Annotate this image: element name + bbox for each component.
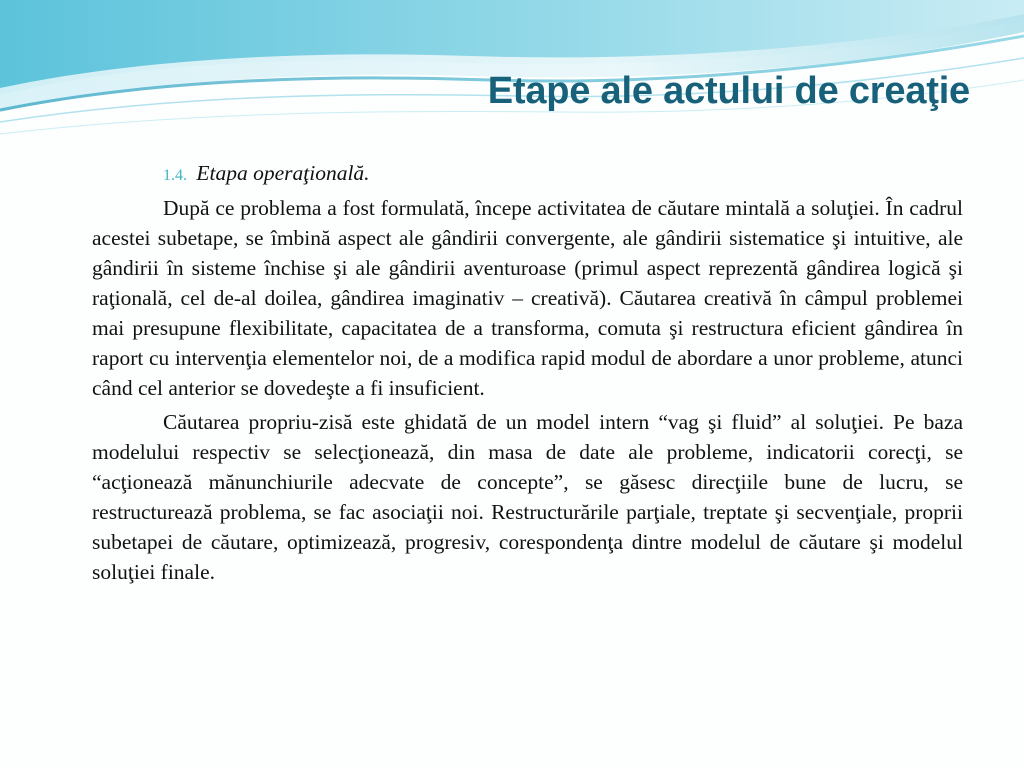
paragraph-actual-search: Căutarea propriu-zisă este ghidată de un model intern “vag şi fluid” al soluţiei. Pe baza modelului respectiv se selecţionează, din masa de date ale probleme, indicatorii corecţi, se “acţionează mănunchiurile adecvate de concepte”, se găsesc direcţiile bune de lucru, se restructurează problema, se fac asociaţii noi. Restructurările parţiale, treptate şi secvenţiale, proprii subetapei de căutare, optimizează, progresiv, corespondenţa dintre modelul de căutare şi modelul soluţiei finale.	[92, 410, 963, 584]
section-subheading-text: Etapa operaţională.	[196, 161, 370, 185]
slide-title: Etape ale actului de creaţie	[487, 70, 970, 112]
section-number: 1.4.	[163, 167, 187, 184]
paragraph-operational-search: După ce problema a fost formulată, începe activitatea de căutare mintală a soluţiei. În cadrul acestei subetape, se îmbină aspect ale gândirii convergente, ale gândirii sistematice şi intuitive, ale gândirii în sisteme închise şi ale gândirii aventuroase (primul aspect reprezentă gândirea logică şi raţională, cel de-al doilea, gândirea imaginativ – creativă). Căutarea creativă în câmpul problemei mai presupune flexibilitate, capacitatea de a transforma, comuta şi restructura eficient gândirea în raport cu intervenţia elementelor noi, de a modifica rapid modul de abordare a unor probleme, atunci când cel anterior se dovedeşte a fi insuficient.	[92, 196, 963, 400]
section-subheading	[92, 158, 963, 191]
slide-body	[92, 158, 963, 591]
